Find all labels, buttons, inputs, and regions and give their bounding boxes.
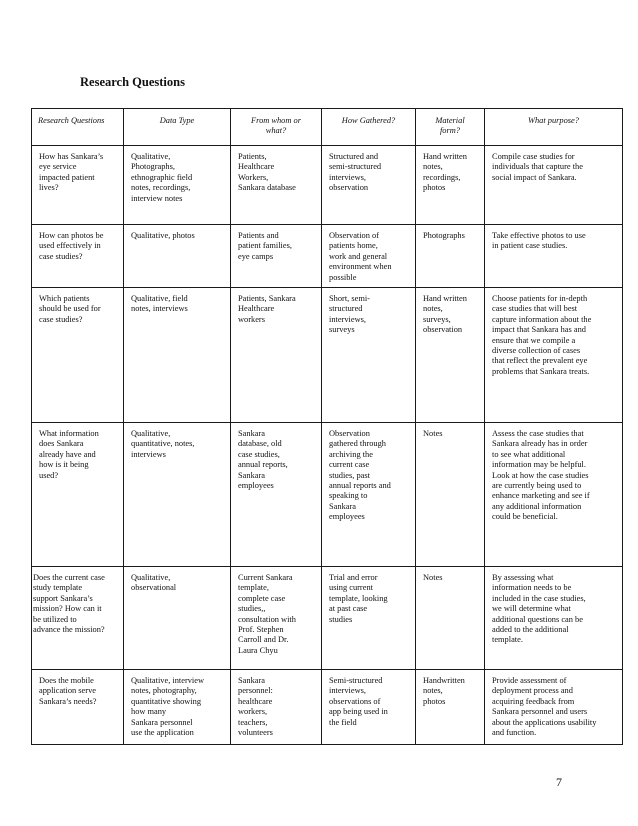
table-cell bbox=[124, 670, 231, 745]
purpose-text: Assess the case studies that Sankara already has in order to see what additional information may be helpful. Look at how the case studies are currently being used to enhance marketing and see if any additional information could be beneficial. bbox=[492, 429, 590, 522]
material-text: Hand written notes, surveys, observation bbox=[423, 294, 467, 335]
research-question-text: Which patients should be used for case studies? bbox=[39, 294, 101, 324]
table-cell bbox=[485, 670, 623, 745]
table-cell bbox=[32, 423, 124, 567]
material-text: Notes bbox=[423, 573, 443, 583]
table-cell bbox=[32, 146, 124, 225]
data-type-text: Qualitative, interview notes, photography, quantitative showing how many Sankara personnel use the application bbox=[131, 676, 205, 738]
table-cell bbox=[485, 288, 623, 423]
table-header-row bbox=[32, 109, 623, 146]
table-cell bbox=[416, 288, 485, 423]
research-question-text: How can photos be used effectively in case studies? bbox=[39, 231, 104, 261]
table-cell bbox=[231, 146, 322, 225]
table-cell bbox=[416, 670, 485, 745]
table-row bbox=[32, 146, 623, 225]
section-heading: Research Questions bbox=[80, 75, 185, 89]
table-cell bbox=[416, 423, 485, 567]
table-cell bbox=[231, 288, 322, 423]
table-cell bbox=[416, 225, 485, 288]
table-cell bbox=[32, 670, 124, 745]
table-cell bbox=[231, 423, 322, 567]
table-cell bbox=[124, 225, 231, 288]
table-row bbox=[32, 423, 623, 567]
source-text: Patients, Sankara Healthcare workers bbox=[238, 294, 296, 324]
data-type-text: Qualitative, Photographs, ethnographic field notes, recordings, interview notes bbox=[131, 152, 193, 203]
table-row bbox=[32, 567, 623, 670]
table-cell bbox=[32, 288, 124, 423]
table-cell bbox=[32, 225, 124, 288]
material-text: Notes bbox=[423, 429, 443, 439]
material-text: Hand written notes, recordings, photos bbox=[423, 152, 467, 193]
research-question-text: Does the mobile application serve Sankara’s needs? bbox=[39, 676, 97, 706]
data-type-text: Qualitative, observational bbox=[131, 573, 177, 593]
table-cell bbox=[322, 146, 416, 225]
purpose-text: Provide assessment of deployment process and acquiring feedback from Sankara personnel and users about the applications usability and function. bbox=[492, 676, 597, 738]
table-cell bbox=[416, 567, 485, 670]
method-text: Short, semi- structured interviews, surveys bbox=[329, 294, 370, 335]
data-type-text: Qualitative, field notes, interviews bbox=[131, 294, 188, 314]
research-question-text: Does the current case study template support Sankara’s mission? How can it be utilized to advance the mission? bbox=[33, 573, 105, 635]
table-cell bbox=[416, 146, 485, 225]
table-cell bbox=[124, 567, 231, 670]
source-text: Patients and patient families, eye camps bbox=[238, 231, 292, 261]
material-text: Photographs bbox=[423, 231, 465, 240]
table-cell bbox=[231, 567, 322, 670]
page-number: 7 bbox=[556, 775, 562, 789]
table-cell bbox=[485, 146, 623, 225]
method-text: Semi-structured interviews, observations of app being used in the field bbox=[329, 676, 388, 727]
table-row bbox=[32, 670, 623, 745]
table-cell bbox=[322, 423, 416, 567]
source-text: Patients, Healthcare Workers, Sankara database bbox=[238, 152, 296, 193]
table-cell bbox=[124, 146, 231, 225]
source-text: Current Sankara template, complete case studies,, consultation with Prof. Stephen Carroll and Dr. Laura Chyu bbox=[238, 573, 296, 655]
source-text: Sankara database, old case studies, annual reports, Sankara employees bbox=[238, 429, 288, 491]
table-cell bbox=[124, 288, 231, 423]
table-cell bbox=[485, 423, 623, 567]
method-text: Trial and error using current template, looking at past case studies bbox=[329, 573, 388, 624]
table-cell bbox=[322, 670, 416, 745]
table-cell bbox=[322, 288, 416, 423]
column-header-data-type: Data Type bbox=[124, 109, 231, 146]
source-text: Sankara personnel: healthcare workers, teachers, volunteers bbox=[238, 676, 273, 738]
purpose-text: Take effective photos to use in patient case studies. bbox=[492, 231, 586, 251]
table-cell bbox=[322, 567, 416, 670]
purpose-text: Compile case studies for individuals that capture the social impact of Sankara. bbox=[492, 152, 583, 182]
purpose-text: Choose patients for in-depth case studies that will best capture information about the impact that Sankara has and ensure that we compile a diverse collection of cases that reflect the prevalent eye problems that Sankara treats. bbox=[492, 294, 592, 376]
data-type-text: Qualitative, photos bbox=[131, 231, 195, 240]
column-header-material-form: Material form? bbox=[416, 109, 485, 146]
column-header-how-gathered: How Gathered? bbox=[322, 109, 416, 146]
column-header-purpose: What purpose? bbox=[485, 109, 623, 146]
method-text: Observation gathered through archiving the current case studies, past annual reports and speaking to Sankara employees bbox=[329, 429, 391, 522]
table-cell bbox=[231, 670, 322, 745]
method-text: Observation of patients home, work and general environment when possible bbox=[329, 231, 392, 282]
research-question-text: How has Sankara’s eye service impacted patient lives? bbox=[39, 152, 104, 193]
table-cell bbox=[231, 225, 322, 288]
table-cell bbox=[124, 423, 231, 567]
data-type-text: Qualitative, quantitative, notes, interviews bbox=[131, 429, 195, 459]
table-cell bbox=[322, 225, 416, 288]
purpose-text: By assessing what information needs to be included in the case studies, we will determine what additional questions can be added to the additional template. bbox=[492, 573, 586, 645]
method-text: Structured and semi-structured interviews, observation bbox=[329, 152, 382, 193]
research-questions-table bbox=[31, 108, 623, 745]
table-row bbox=[32, 288, 623, 423]
material-text: Handwritten notes, photos bbox=[423, 676, 465, 706]
column-header-from-whom: From whom or what? bbox=[231, 109, 322, 146]
column-header-research-questions: Research Questions bbox=[32, 109, 124, 146]
table-cell bbox=[32, 567, 124, 670]
research-question-text: What information does Sankara already have and how is it being used? bbox=[39, 429, 99, 480]
table-row bbox=[32, 225, 623, 288]
table-cell bbox=[485, 225, 623, 288]
table-cell bbox=[485, 567, 623, 670]
